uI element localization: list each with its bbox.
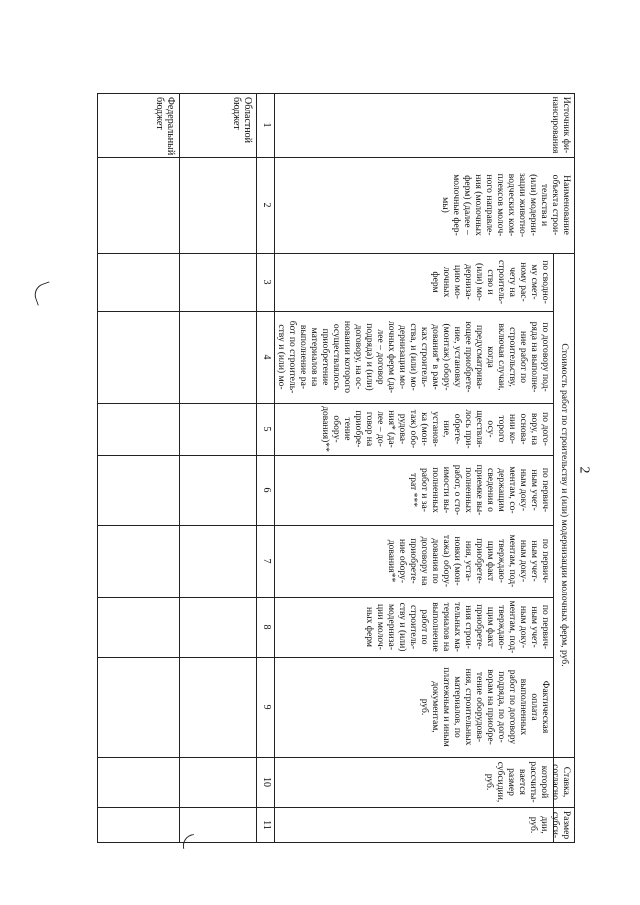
header-materials-docs: по первич- ным учет- ным доку- ментам, под- тверждаю- щим факт приобрете- ния строи- тельных ма- териалов на выполнение работ по строитель- ству и (или) модерниза- ции молоч- ных ферм: [364, 600, 551, 654]
column-number: 3: [261, 279, 272, 285]
column-number: 2: [261, 202, 272, 208]
header-object: Наименование объекта строи- тельства и (или) модерни- зации животно- водческих ком- плексов молоч- ного направле- ния (молочных ферм) (далее – молочные фер- мы): [440, 172, 572, 238]
header-contract: по договору под- ряда на выполне- ние работ по строительству, включая случаи, когда предусматрива- ющее приобрете- ние, установку (монтаж) обору- дования* в рам- ках строитель- ства, и (или) мо- дернизации мо- лочных ферм (да- лее – договор подряда) и (или) договору, на ос- новании которого осуществлялось приобретение материалов на выполнение ра- бот по строитель- ству и (или) мо-: [276, 320, 551, 394]
header-source: Источник фи- нансирования: [550, 96, 572, 154]
header-equipment-docs: по первич- ным учет- ным доку- ментам, под- тверждаю- щим факт приобрете- ния, уста- новки (мон- тажа) обору- дования по договору на приобрете- ние обору- дования**: [386, 534, 551, 588]
page-number: 2: [576, 466, 592, 474]
number-row-bottom: [256, 93, 257, 843]
column-number: 8: [261, 624, 272, 630]
column-number: 9: [261, 704, 272, 710]
column-number: 5: [261, 426, 272, 432]
header-subsidy-size: Размер субси- дии, руб.: [528, 810, 572, 840]
header-estimate: по сводно- му смет- ному рас- чету на строитель- ство и (или) мо- дерниза- цию мо- лочных ферм: [430, 259, 551, 305]
pen-mark: [31, 281, 55, 305]
header-accepted-works: по первич- ным учет- ным доку- ментам, со- держащим сведения о приемке вы- полненных работ, о сто- имости вы- полненных работ и за- трат ***: [408, 464, 551, 516]
row-label-federal-budget: Федеральный бюджет: [154, 97, 176, 156]
column-number: 7: [261, 558, 272, 564]
header-equipment-contract: по дого- вору, на основа- нии ко- торого осу- ществля- лось при- обрете- ние, установ- ка (мон- таж) обо- рудова- ния* (да- лее – до- говор на приобре- тение обору- дования)**: [320, 406, 551, 452]
row-divider: [179, 93, 180, 843]
subsidy-table: [97, 93, 575, 843]
column-number: 1: [261, 122, 272, 128]
column-number: 11: [261, 820, 272, 830]
group-header: Стоимость работ по строительству и (или) модернизации молочных ферм, руб.: [559, 343, 570, 667]
header-actual-payment: Фактическая оплата выполненных работ по договору подряда, по дого- ворам на приобре- тение оборудова- ния, строительных материалов, по платежным и иным документам, руб.: [419, 667, 551, 747]
column-number: 10: [261, 777, 272, 787]
header-rate: Ставка, согласно которой рассчиты- вается размер субсидии, руб.: [484, 761, 572, 803]
column-number: 4: [261, 354, 272, 360]
column-number: 6: [261, 487, 272, 493]
row-label-regional-budget: Областной бюджет: [231, 97, 253, 144]
